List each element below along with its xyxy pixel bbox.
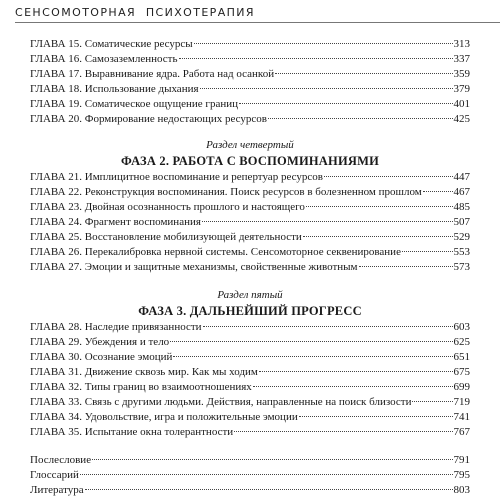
toc-entry-ch27[interactable]	[30, 260, 470, 274]
toc-entry-page: 529	[453, 231, 470, 243]
toc-entry-page: 313	[453, 38, 470, 50]
toc-entry-page: 803	[453, 484, 470, 496]
toc-entry-title: ГЛАВА 25. Восстановление мобилизующей деятельности	[30, 231, 302, 243]
toc-entry-ch28[interactable]	[30, 320, 470, 334]
dot-leader	[268, 118, 453, 119]
toc-entry-title: ГЛАВА 34. Удовольствие, игра и положительные эмоции	[30, 411, 298, 423]
toc-entry-ch15[interactable]	[30, 37, 470, 51]
toc-entry-title: ГЛАВА 20. Формирование недостающих ресурсов	[30, 113, 267, 125]
dot-leader	[239, 103, 453, 104]
toc-entry-page: 699	[453, 381, 470, 393]
toc-entry-ch29[interactable]	[30, 335, 470, 349]
toc-entry-title: ГЛАВА 15. Соматические ресурсы	[30, 38, 193, 50]
section-title: ФАЗА 2. РАБОТА С ВОСПОМИНАНИЯМИ	[120, 154, 380, 168]
dot-leader	[173, 356, 452, 357]
toc-entry-title: ГЛАВА 23. Двойная осознанность прошлого и настоящего	[30, 201, 305, 213]
toc-entry-title: ГЛАВА 35. Испытание окна толерантности	[30, 426, 234, 438]
toc-entry-title: ГЛАВА 19. Соматическое ощущение границ	[30, 98, 238, 110]
dot-leader	[359, 266, 453, 267]
toc-entry-title: ГЛАВА 16. Самозаземленность	[30, 53, 178, 65]
toc-entry-title: ГЛАВА 31. Движение сквозь мир. Как мы ходим	[30, 366, 258, 378]
toc-entry-page: 719	[453, 396, 470, 408]
toc-entry-title: ГЛАВА 18. Использование дыхания	[30, 83, 199, 95]
toc-entry-ch21[interactable]	[30, 170, 470, 184]
toc-entry-ch34[interactable]	[30, 410, 470, 424]
toc-entry-title: ГЛАВА 26. Перекалибровка нервной системы. Сенсомоторное секвенирование	[30, 246, 401, 258]
toc-entry-page: 791	[453, 454, 470, 466]
dot-leader	[253, 386, 453, 387]
toc-entry-page: 467	[453, 186, 470, 198]
dot-leader	[194, 43, 453, 44]
toc-entry-title: ГЛАВА 21. Имплицитное воспоминание и репертуар ресурсов	[30, 171, 323, 183]
toc-entry-ch18[interactable]	[30, 82, 470, 96]
toc-entry-title: ГЛАВА 22. Реконструкция воспоминания. Поиск ресурсов в болезненном прошлом	[30, 186, 422, 198]
dot-leader	[80, 474, 453, 475]
toc-entry-ch20[interactable]	[30, 112, 470, 126]
toc-entry-title: ГЛАВА 24. Фрагмент воспоминания	[30, 216, 201, 228]
section-label: Раздел четвертый	[206, 139, 294, 151]
dot-leader	[259, 371, 453, 372]
toc-entry-page: 651	[453, 351, 470, 363]
toc-entry-literature[interactable]	[30, 483, 470, 497]
toc-entry-ch32[interactable]	[30, 380, 470, 394]
toc-entry-ch26[interactable]	[30, 245, 470, 259]
toc-entry-ch19[interactable]	[30, 97, 470, 111]
toc-entry-page: 675	[453, 366, 470, 378]
toc-entry-page: 485	[453, 201, 470, 213]
dot-leader	[324, 176, 453, 177]
toc-entry-page: 359	[453, 68, 470, 80]
toc-entry-title: ГЛАВА 33. Связь с другими людьми. Действия, направленные на поиск близости	[30, 396, 412, 408]
dot-leader	[200, 88, 453, 89]
dot-leader	[299, 416, 453, 417]
dot-leader	[423, 191, 453, 192]
dot-leader	[412, 401, 452, 402]
toc-entry-title: ГЛАВА 30. Осознание эмоций	[30, 351, 173, 363]
dot-leader	[203, 326, 453, 327]
toc-entry-page: 741	[453, 411, 470, 423]
toc-entry-page: 337	[453, 53, 470, 65]
toc-entry-page: 379	[453, 83, 470, 95]
toc-entry-title: Литература	[30, 484, 84, 496]
toc-entry-page: 603	[453, 321, 470, 333]
toc-entry-ch33[interactable]	[30, 395, 470, 409]
toc-entry-ch25[interactable]	[30, 230, 470, 244]
toc-entry-page: 625	[453, 336, 470, 348]
dot-leader	[234, 431, 452, 432]
toc-entry-page: 447	[453, 171, 470, 183]
dot-leader	[179, 58, 453, 59]
toc-entry-page: 767	[453, 426, 470, 438]
toc-entry-glossary[interactable]	[30, 468, 470, 482]
dot-leader	[170, 341, 452, 342]
toc-entry-page: 507	[453, 216, 470, 228]
toc-entry-page: 553	[453, 246, 470, 258]
toc-entry-page: 573	[453, 261, 470, 273]
section-label: Раздел пятый	[217, 289, 283, 301]
dot-leader	[92, 459, 452, 460]
toc-entry-afterword[interactable]	[30, 453, 470, 467]
dot-leader	[303, 236, 453, 237]
toc-entry-ch24[interactable]	[30, 215, 470, 229]
toc-entry-title: Глоссарий	[30, 469, 79, 481]
running-head: СЕНСОМОТОРНАЯ ПСИХОТЕРАПИЯ	[15, 6, 255, 19]
toc-entry-title: ГЛАВА 27. Эмоции и защитные механизмы, свойственные животным	[30, 261, 358, 273]
toc-entry-ch17[interactable]	[30, 67, 470, 81]
toc-entry-title: ГЛАВА 28. Наследие привязанности	[30, 321, 202, 333]
section-title: ФАЗА 3. ДАЛЬНЕЙШИЙ ПРОГРЕСС	[138, 304, 362, 318]
toc-entry-title: Послесловие	[30, 454, 92, 466]
toc-entry-page: 795	[453, 469, 470, 481]
toc-entry-ch35[interactable]	[30, 425, 470, 439]
dot-leader	[202, 221, 453, 222]
dot-leader	[85, 489, 453, 490]
toc-entry-title: ГЛАВА 17. Выравнивание ядра. Работа над осанкой	[30, 68, 275, 80]
toc-entry-ch23[interactable]	[30, 200, 470, 214]
toc-entry-title: ГЛАВА 32. Типы границ во взаимоотношениях	[30, 381, 252, 393]
toc-entry-ch22[interactable]	[30, 185, 470, 199]
toc-entry-page: 425	[453, 113, 470, 125]
dot-leader	[275, 73, 452, 74]
toc-entry-title: ГЛАВА 29. Убеждения и тело	[30, 336, 170, 348]
toc-entry-ch16[interactable]	[30, 52, 470, 66]
header-rule	[15, 22, 500, 23]
toc-entry-ch30[interactable]	[30, 350, 470, 364]
toc-entry-ch31[interactable]	[30, 365, 470, 379]
dot-leader	[402, 251, 453, 252]
toc-entry-page: 401	[453, 98, 470, 110]
dot-leader	[306, 206, 453, 207]
